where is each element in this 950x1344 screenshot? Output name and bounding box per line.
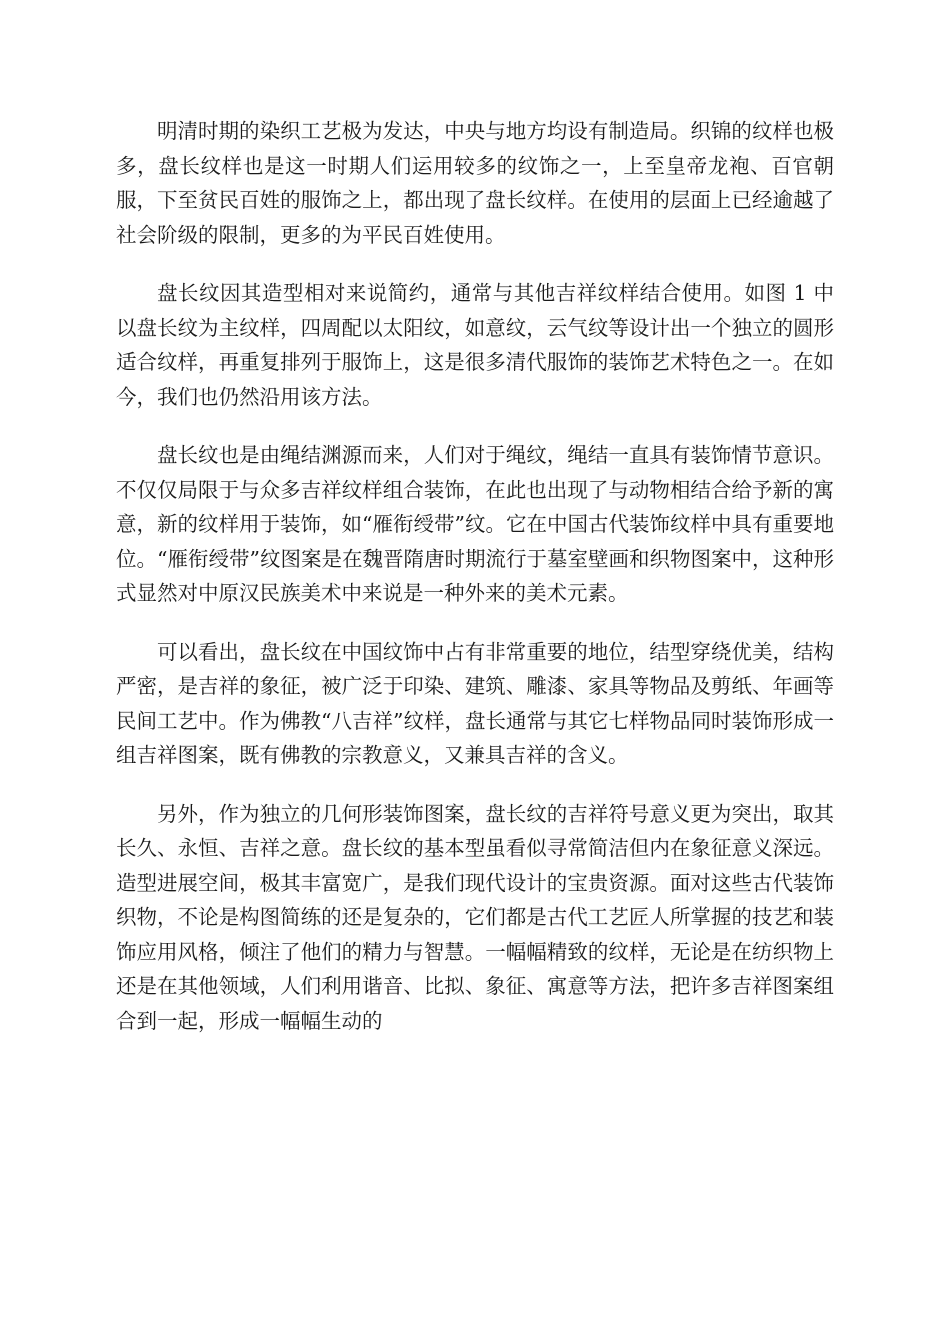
document-page	[116, 114, 834, 1062]
paragraph-5: 另外，作为独立的几何形装饰图案，盘长纹的吉祥符号意义更为突出，取其长久、永恒、吉祥之意。盘长纹的基本型虽看似寻常简洁但内在象征意义深远。造型进展空间，极其丰富宽广，是我们现代设计的宝贵资源。面对这些古代装饰织物，不论是构图简练的还是复杂的，它们都是古代工艺匠人所掌握的技艺和装饰应用风格，倾注了他们的精力与智慧。一幅幅精致的纹样，无论是在纺织物上还是在其他领域，人们利用谐音、比拟、象征、寓意等方法，把许多吉祥图案组合到一起，形成一幅幅生动的	[116, 801, 834, 1033]
paragraph-2: 盘长纹因其造型相对来说简约，通常与其他吉祥纹样结合使用。如图 1 中以盘长纹为主纹样，四周配以太阳纹，如意纹，云气纹等设计出一个独立的圆形适合纹样，再重复排列于服饰上，这是很多清代服饰的装饰艺术特色之一。在如今，我们也仍然沿用该方法。	[116, 281, 834, 409]
paragraph-3: 盘长纹也是由绳结渊源而来，人们对于绳纹，绳结一直具有装饰情节意识。不仅仅局限于与众多吉祥纹样组合装饰，在此也出现了与动物相结合给予新的寓意，新的纹样用于装饰，如“雁衔绶带”纹。它在中国古代装饰纹样中具有重要地位。“雁衔绶带”纹图案是在魏晋隋唐时期流行于墓室壁画和织物图案中，这种形式显然对中原汉民族美术中来说是一种外来的美术元素。	[116, 443, 834, 605]
paragraph-1: 明清时期的染织工艺极为发达，中央与地方均设有制造局。织锦的纹样也极多，盘长纹样也是这一时期人们运用较多的纹饰之一，上至皇帝龙袍、百官朝服，下至贫民百姓的服饰之上，都出现了盘长纹样。在使用的层面上已经逾越了社会阶级的限制，更多的为平民百姓使用。	[116, 119, 834, 247]
paragraph-4: 可以看出，盘长纹在中国纹饰中占有非常重要的地位，结型穿绕优美，结构严密，是吉祥的象征，被广泛于印染、建筑、雕漆、家具等物品及剪纸、年画等民间工艺中。作为佛教“八吉祥”纹样，盘长通常与其它七样物品同时装饰形成一组吉祥图案，既有佛教的宗教意义，又兼具吉祥的含义。	[116, 639, 834, 767]
